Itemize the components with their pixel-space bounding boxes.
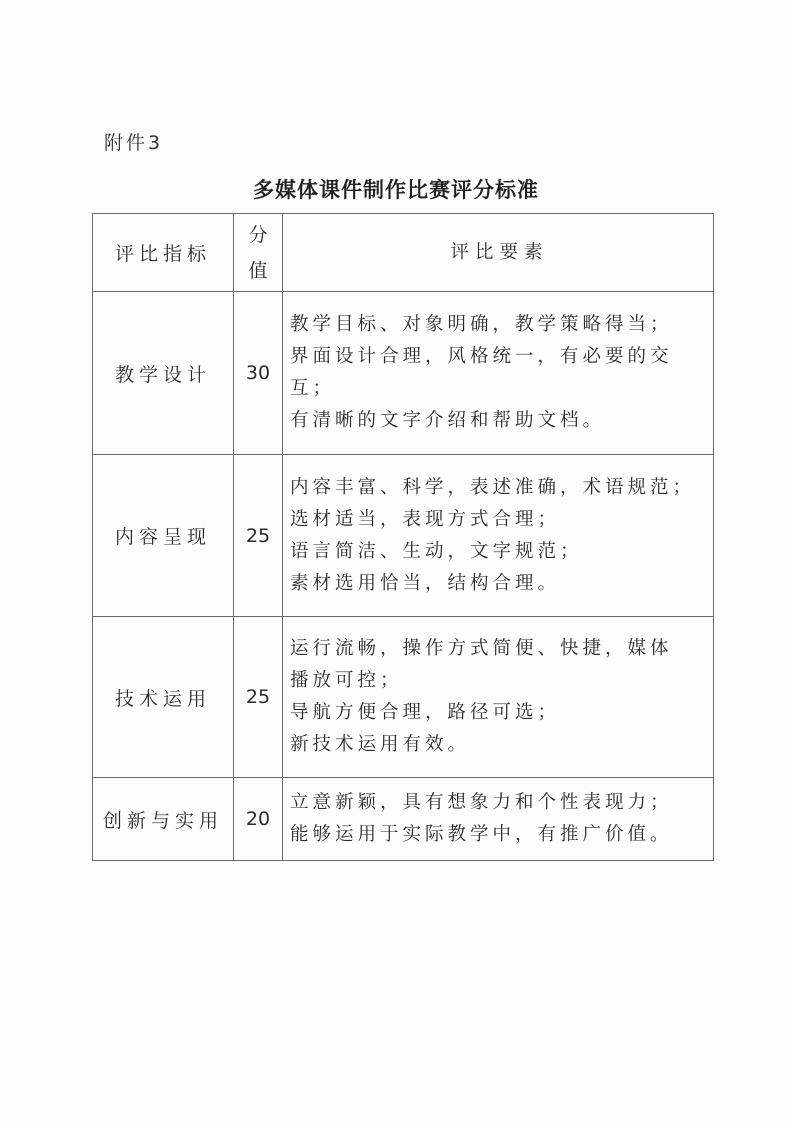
- header-score-bottom: 值: [248, 259, 268, 282]
- element-line: 内容丰富、科学，表述准确，术语规范；: [290, 476, 696, 498]
- row-indicator: 技术运用: [93, 617, 234, 778]
- header-elements: 评比要素: [283, 214, 714, 292]
- table-row: [93, 617, 714, 778]
- element-line: 互；: [290, 378, 336, 399]
- element-line: 语言简洁、生动，文字规范；: [290, 540, 583, 562]
- row-score: 30: [234, 292, 283, 455]
- element-line: 选材适当，表现方式合理；: [290, 508, 561, 530]
- row-elements: [283, 617, 714, 778]
- row-indicator: 内容呈现: [93, 455, 234, 617]
- row-score: 25: [234, 455, 283, 617]
- element-line: 立意新颖，具有想象力和个性表现力；: [290, 792, 673, 813]
- table-row: [93, 455, 714, 617]
- scoring-table: [92, 213, 714, 861]
- row-elements: [283, 455, 714, 617]
- element-line: 能够运用于实际教学中，有推广价值。: [290, 824, 673, 845]
- header-indicator: 评比指标: [93, 214, 234, 292]
- header-score-top: 分: [248, 223, 268, 246]
- header-score: [234, 214, 283, 292]
- element-line: 教学目标、对象明确，教学策略得当；: [290, 314, 673, 335]
- attachment-label: 附件3: [104, 132, 164, 154]
- table-row: [93, 292, 714, 455]
- row-indicator: 创新与实用: [93, 778, 234, 861]
- element-line: 播放可控；: [290, 670, 403, 691]
- row-score: 25: [234, 617, 283, 778]
- row-elements: [283, 292, 714, 455]
- element-line: 导航方便合理，路径可选；: [290, 702, 561, 723]
- table-row: [93, 778, 714, 861]
- row-elements: [283, 778, 714, 861]
- element-line: 运行流畅，操作方式简便、快捷，媒体: [290, 638, 673, 659]
- table-header-row: [93, 214, 714, 292]
- document-title: 多媒体课件制作比赛评分标准: [253, 178, 539, 202]
- row-score: 20: [234, 778, 283, 861]
- element-line: 有清晰的文字介绍和帮助文档。: [290, 410, 606, 431]
- element-line: 素材选用恰当，结构合理。: [290, 572, 561, 594]
- element-line: 新技术运用有效。: [290, 734, 471, 755]
- row-indicator: 教学设计: [93, 292, 234, 455]
- element-line: 界面设计合理，风格统一，有必要的交: [290, 346, 673, 367]
